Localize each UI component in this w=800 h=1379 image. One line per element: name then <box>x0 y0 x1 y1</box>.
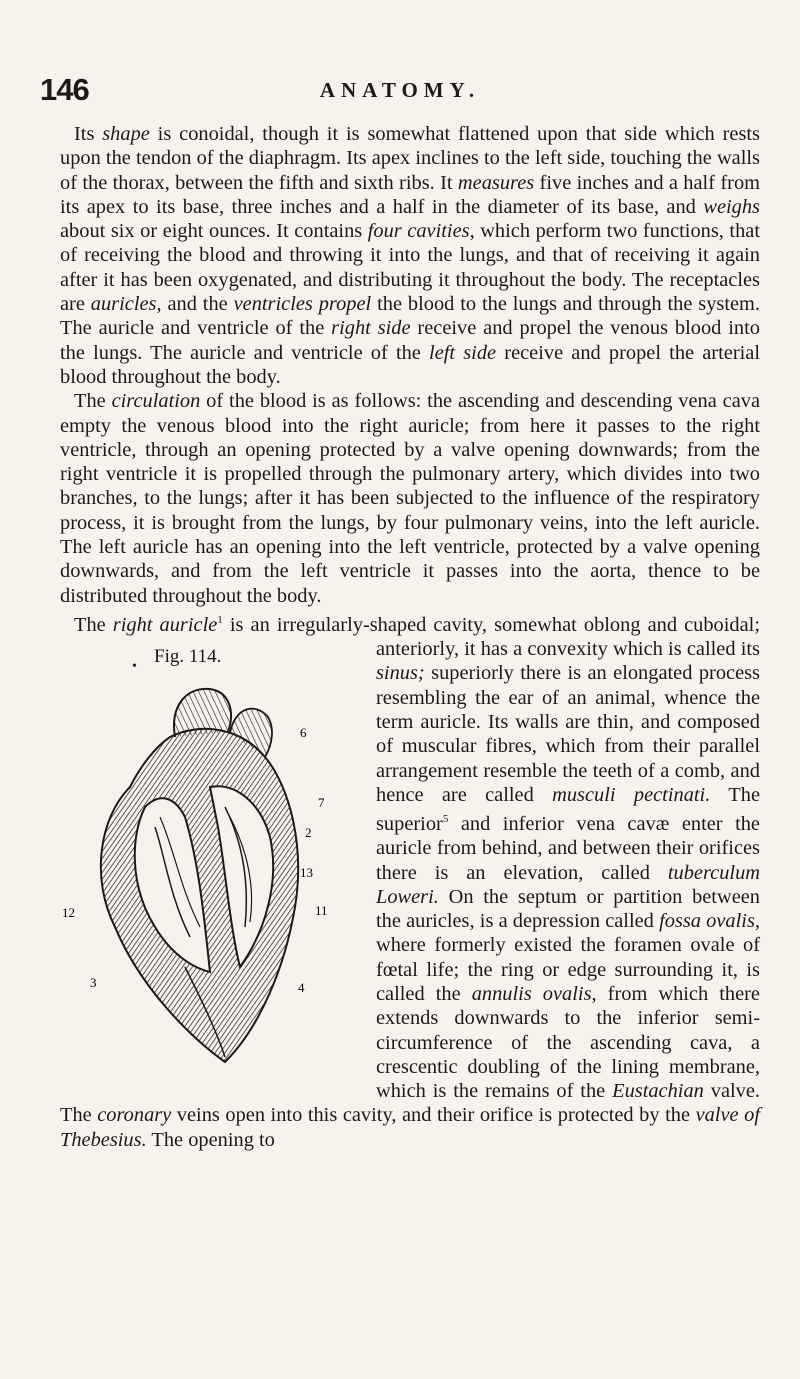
label-4: 4 <box>298 980 305 996</box>
heart-illustration <box>60 667 350 1077</box>
figure-caption: Fig. 114. <box>154 646 222 668</box>
label-13: 13 <box>300 865 313 881</box>
running-head: ANATOMY. <box>319 78 481 102</box>
label-3: 3 <box>90 975 97 991</box>
body-text <box>60 122 760 1152</box>
label-7: 7 <box>318 795 325 811</box>
page-number: 146 <box>40 72 89 107</box>
label-11: 11 <box>315 903 328 919</box>
label-6: 6 <box>300 725 307 741</box>
page-header <box>40 72 760 112</box>
paragraph-circulation: The circulation of the blood is as follows: the ascending and descending vena cava empty the venous blood into the right auricle; from here it passes to the right ventricle, through an opening protected by a valve opening downwards; from the right ventricle it is propelled through the pulmonary artery, which divides into two branches, to the lungs; after it has been subjected to the influence of the respiratory process, it is brought from the lungs, by four pulmonary veins, into the left auricle. The left auricle has an opening into the left ventricle, protected by a valve opening downwards, and from the left ventricle it passes into the aorta, thence to be distributed throughout the body. <box>60 390 760 607</box>
figure-114: • Fig. 114. 6 7 2 13 12 11 3 4 <box>60 637 362 1083</box>
label-2: 2 <box>305 825 312 841</box>
label-12: 12 <box>62 905 75 921</box>
paragraph-right-auricle: The right auricle$^1$ is an irregularly-shaped cavity, somewhat oblong and cuboidal; anteriorly, it has a convexity which is called its • Fig. 114. 6 7 2 13 12 11 3 4 sinus; superiorly there is an elongated process resembling the ear of an animal, whence the term auricle. Its walls are thin, and composed of muscular fibres, which from their parallel arrangement resemble the teeth of a comb, and hence are called musculi pectinati. The superior$^5$ and inferior vena cavæ enter the auricle from behind, and between their orifices there is an elevation, called tuberculum Loweri. On the septum or partition between the auricles, is a depression called fossa ovalis, where formerly existed the foramen ovale of fœtal life; the ring or edge surrounding it, is called the annulis ovalis, from which there extends downwards to the inferior semi-circumference of the ascending cava, a crescentic doubling of the lining membrane, which is the remains of the Eustachian valve. The coronary veins open into this cavity, and their orifice is protected by the valve of Thebesius. The opening to <box>60 613 760 1151</box>
paragraph-shape: Its shape is conoidal, though it is somewhat flattened upon that side which rests upon the tendon of the diaphragm. Its apex inclines to the left side, touching the walls of the thorax, between the fifth and sixth ribs. It measures five inches and a half from its apex to its base, three inches and a half in the diameter of its base, and weighs about six or eight ounces. It contains four cavities, which perform two functions, that of receiving the blood and throwing it into the lungs, and that of receiving it again after it has been oxygenated, and distributing it throughout the body. The receptacles are auricles, and the ventricles propel the blood to the lungs and through the system. The auricle and ventricle of the right side receive and propel the venous blood into the lungs. The auricle and ventricle of the left side receive and propel the arterial blood throughout the body. <box>60 123 760 388</box>
